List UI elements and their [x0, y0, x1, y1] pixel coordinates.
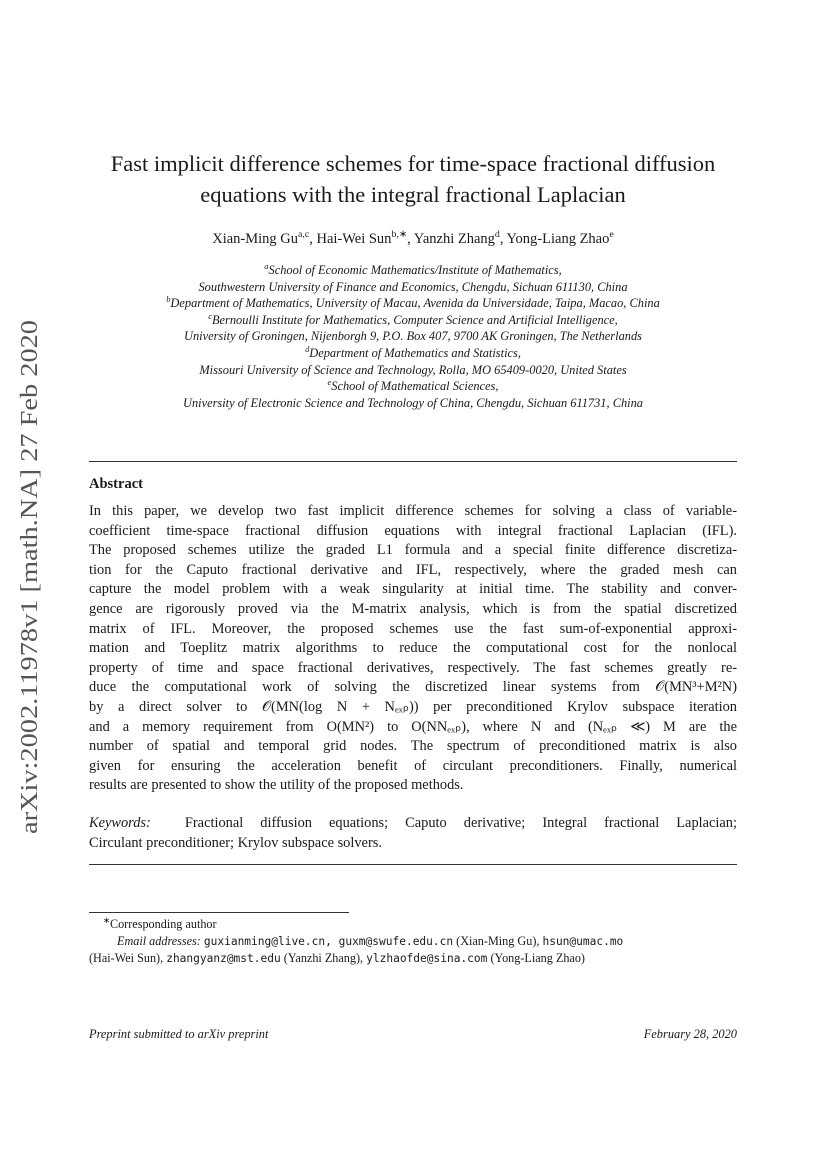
- author-name: Yong-Liang Zhao: [506, 231, 610, 247]
- affiliation-text: School of Mathematical Sciences,: [331, 379, 499, 394]
- affiliation-text: Department of Mathematics, University of Macau, Avenida da Universidade, Taipa, Macao, China: [170, 296, 660, 311]
- keywords: [89, 814, 737, 853]
- affiliation-line: [60, 328, 766, 345]
- affiliation-text: Missouri University of Science and Technology, Rolla, MO 65409-0020, United States: [199, 362, 627, 377]
- email-link[interactable]: guxianming@live.cn, guxm@swufe.edu.cn: [203, 935, 454, 948]
- abstract-bottom-rule: [89, 864, 737, 865]
- affiliation-line: [60, 295, 766, 312]
- affiliation-text: Department of Mathematics and Statistics,: [309, 345, 521, 360]
- affiliation-line: [60, 312, 766, 329]
- affiliation-text: Southwestern University of Finance and Economics, Chengdu, Sichuan 611130, China: [198, 279, 628, 294]
- affiliation-line: [60, 395, 766, 412]
- affiliation-mark: c: [208, 310, 212, 321]
- abstract-line: coefficient time-space fractional diffusion equations with integral fractional Laplacian (IFL).: [89, 522, 737, 539]
- author-affil-mark: e: [609, 229, 614, 241]
- email-owner: (Hai-Wei Sun),: [89, 951, 164, 965]
- affiliation-mark: d: [305, 343, 310, 354]
- author-affil-mark: d: [494, 229, 500, 241]
- abstract-line: duce the computational work of solving the discretized linear systems from 𝒪(MN³+M²N): [89, 679, 737, 696]
- email-link[interactable]: ylzhaofde@sina.com: [366, 952, 488, 965]
- affiliation-line: [60, 279, 766, 296]
- author-name: Yanzhi Zhang: [413, 231, 495, 247]
- corresponding-author-text: Corresponding author: [109, 917, 217, 931]
- email-line-1: [89, 933, 737, 950]
- author-list: [60, 231, 766, 248]
- author-separator: ,: [309, 231, 317, 247]
- abstract-line: mation and Toeplitz matrix algorithms to reduce the computational cost for the nonlocal: [89, 640, 737, 657]
- affiliation-line: [60, 362, 766, 379]
- email-label: Email addresses:: [117, 934, 201, 948]
- abstract-line: by a direct solver to 𝒪(MN(log N + Nₑₓₚ)) per preconditioned Krylov subspace iteration: [89, 698, 737, 715]
- footnote-rule: [89, 912, 349, 913]
- author-separator: ,: [407, 231, 414, 247]
- affiliation-list: [60, 262, 766, 411]
- abstract-line: and a memory requirement from O(MN²) to O(NNₑₓₚ), where N and (Nₑₓₚ ≪) M are the: [89, 718, 737, 735]
- corresponding-author-note: [89, 916, 737, 933]
- author-affil-mark: b,∗: [391, 229, 408, 241]
- footnote-mark: ∗: [103, 915, 110, 925]
- affiliation-text: Bernoulli Institute for Mathematics, Computer Science and Artificial Intelligence,: [211, 312, 618, 327]
- keywords-line: [89, 814, 737, 834]
- affiliation-line: [60, 262, 766, 279]
- email-owner: (Xian-Ming Gu),: [456, 934, 540, 948]
- affiliation-text: University of Electronic Science and Technology of China, Chengdu, Sichuan 611731, China: [183, 395, 643, 410]
- abstract-line: given for ensuring the acceleration benefit of circulant preconditioners. Finally, numerical: [89, 757, 737, 774]
- email-link[interactable]: zhangyanz@mst.edu: [166, 952, 281, 965]
- abstract-top-rule: [89, 461, 737, 462]
- arxiv-identifier: arXiv:2002.11978v1 [math.NA] 27 Feb 2020: [16, 395, 43, 834]
- paper-title: [60, 148, 766, 210]
- author-separator: ,: [499, 231, 507, 247]
- abstract-line: gence are rigorously proved via the M-matrix analysis, which is from the spatial discretized: [89, 600, 737, 617]
- footer-date: February 28, 2020: [643, 1027, 737, 1041]
- author-name: Xian-Ming Gu: [212, 231, 299, 247]
- affiliation-text: University of Groningen, Nijenborgh 9, P.O. Box 407, 9700 AK Groningen, The Netherlands: [184, 329, 642, 344]
- affiliation-mark: b: [166, 294, 171, 305]
- arxiv-side-stamp: [6, 316, 46, 836]
- abstract-line: capture the model problem with a weak singularity at initial time. The stability and conver-: [89, 581, 737, 598]
- abstract-line: The proposed schemes utilize the graded L1 formula and a special finite difference discretiza-: [89, 542, 737, 559]
- abstract-heading: Abstract: [89, 476, 143, 492]
- footnotes: [89, 916, 737, 967]
- affiliation-mark: a: [264, 260, 269, 271]
- title-line-1: Fast implicit difference schemes for time-space fractional diffusion: [110, 151, 716, 176]
- footer-submission-note: Preprint submitted to arXiv preprint: [89, 1027, 269, 1041]
- abstract-line: matrix of IFL. Moreover, the proposed schemes use the fast sum-of-exponential approxi-: [89, 620, 737, 637]
- abstract-body: [89, 502, 737, 796]
- keywords-text: Fractional diffusion equations; Caputo derivative; Integral fractional Laplacian;: [184, 815, 737, 831]
- abstract-line: property of time and space fractional derivatives, respectively. The fast schemes greatly re-: [89, 659, 737, 676]
- affiliation-text: School of Economic Mathematics/Institute of Mathematics,: [268, 263, 562, 277]
- affiliation-line: [60, 378, 766, 395]
- affiliation-mark: e: [327, 377, 332, 388]
- title-line-2: equations with the integral fractional Laplacian: [200, 182, 626, 207]
- affiliation-line: [60, 345, 766, 362]
- email-owner: (Yong-Liang Zhao): [490, 951, 585, 965]
- author-name: Hai-Wei Sun: [316, 231, 392, 247]
- email-link[interactable]: hsun@umac.mo: [542, 935, 624, 948]
- email-owner: (Yanzhi Zhang),: [283, 951, 364, 965]
- keywords-line-2: Circulant preconditioner; Krylov subspace solvers.: [89, 834, 382, 851]
- abstract-line: results are presented to show the utility of the proposed methods.: [89, 777, 464, 794]
- abstract-line: number of spatial and temporal grid nodes. The spectrum of preconditioned matrix is also: [89, 738, 737, 755]
- email-line-2: [89, 950, 737, 967]
- author-affil-mark: a,c: [298, 229, 310, 241]
- abstract-line: In this paper, we develop two fast implicit difference schemes for solving a class of variable-: [89, 503, 737, 519]
- keywords-label: Keywords:: [89, 815, 151, 831]
- abstract-line: tion for the Caputo fractional derivative and IFL, respectively, where the graded mesh can: [89, 561, 737, 578]
